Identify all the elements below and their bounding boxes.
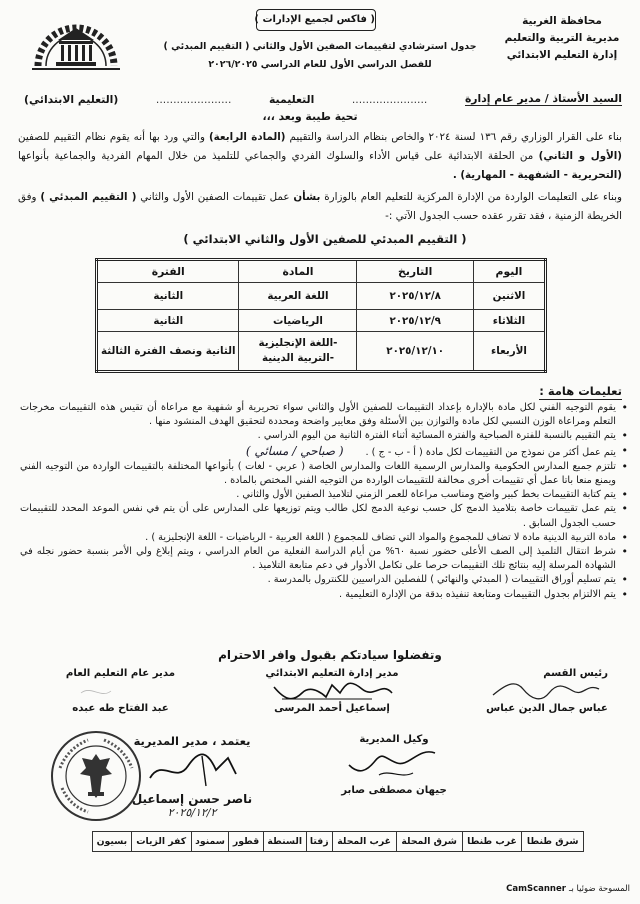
subject-line: -التربية الدينية bbox=[261, 352, 334, 364]
subject-line: -اللغة الإنجليزية bbox=[258, 337, 338, 349]
table-row bbox=[93, 832, 584, 852]
addressee-middle: التعليمية bbox=[269, 92, 315, 106]
title-line-2: للفصل الدراسي الأول للعام الدراسي ٢٠٢٦/٢٠٢٥ bbox=[208, 59, 432, 70]
addressee-blank-2: ...................... bbox=[155, 92, 232, 106]
instructions-list bbox=[20, 401, 628, 602]
department-label: إدارة التعليم الابتدائي bbox=[506, 49, 618, 61]
text-run-bold: ( التقييم المبدئي ) bbox=[40, 191, 137, 203]
handwritten-signature-icon bbox=[132, 748, 252, 792]
distribution-cell: بسيون bbox=[93, 832, 132, 852]
day-cell: الأربعاء bbox=[473, 332, 545, 372]
handwritten-note: ( صباحي / مسائي ) bbox=[245, 443, 344, 458]
list-item: • شرط انتقال التلميذ إلى الصف الأعلى حضور نسبة ٦٠% من أيام الدراسة الفعلية من العام الدراسي ، ويتم إبلاغ ولي الأمر بنسبة حضور نجله في الشهادة المرسلة إليه بنتائج تلك التقييمات حرصا على تكامل الأدوار في دعم متابعة التلاميذ . bbox=[20, 545, 628, 573]
signatory-title: يعتمد ، مدير المديرية bbox=[133, 734, 251, 748]
handwritten-signature-icon bbox=[487, 679, 607, 703]
scanner-footer bbox=[506, 884, 630, 894]
signatory-name: عبد الفتاح طه عبده bbox=[72, 703, 169, 714]
paragraph-instructions-basis bbox=[18, 188, 622, 226]
list-item: • يتم تسليم أوراق التقييمات ( المبدئي والنهائي ) للفصلين الدراسيين للكنترول بالمدرسة . bbox=[20, 573, 628, 587]
table-row bbox=[97, 283, 546, 310]
text-run: وبناء على التعليمات الواردة من الإدارة المركزية للتعليم العام بالوزارة bbox=[320, 191, 622, 203]
text-run-bold: (الأول و الثاني) bbox=[538, 150, 623, 162]
handwritten-signature-icon bbox=[262, 679, 402, 703]
signatory-title: مدير عام التعليم العام bbox=[65, 668, 176, 679]
fax-header: ( فاكس لجميع الإدارات ) bbox=[256, 9, 376, 31]
list-item bbox=[20, 444, 628, 460]
addressee-blank-1: ...................... bbox=[351, 92, 428, 106]
date-cell: ٢٠٢٥/١٢/٨ bbox=[357, 283, 473, 310]
day-cell: الثلاثاء bbox=[473, 310, 545, 332]
signatory-name: جيهان مصطفى صابر bbox=[341, 785, 447, 796]
list-item: • يقوم التوجيه الفني لكل مادة بالإدارة بإعداد التقييمات للصفين الأول والثاني سواء تحريرية أو شفهية مع مراعاة أن تقيس هذه التقييمات مخرجات التعلم ومراعاة الوزن النسبي لكل مادة والتوازن بين الأسئلة وفق معايير واضحة ومحددة لتحقيق الهدف المنشود منها . bbox=[20, 401, 628, 429]
date-cell: ٢٠٢٥/١٢/٩ bbox=[357, 310, 473, 332]
period-cell: الثانية bbox=[97, 310, 239, 332]
list-item: • مادة التربية الدينية مادة لا تضاف للمجموع والمواد التي تضاف للمجموع ( اللغة العربية - الرياضيات - اللغة الإنجليزية ) . bbox=[20, 531, 628, 545]
column-header-day: اليوم bbox=[473, 260, 545, 283]
addressee-line bbox=[24, 90, 622, 108]
text-run: من الحلقة الابتدائية على قياس الأداء والسلوك الفردي والجماعي للتلميذ من خلال المهام الفردية والجماعية بأنواعها bbox=[18, 150, 539, 162]
text-run: وفق الخريطة الزمنية ، فقد تقرر عقده حسب الجدول الآتي :- bbox=[18, 191, 622, 222]
distribution-cell: غرب المحلة bbox=[332, 832, 396, 852]
signatory-name: عباس جمال الدين عباس bbox=[486, 703, 608, 714]
text-run-bold: (التحريرية - الشفهية - المهارية) . bbox=[452, 169, 622, 181]
period-cell: الثانية bbox=[97, 283, 239, 310]
list-item: • يتم الالتزام بجدول التقييمات ومتابعة تنفيذه بدقة من الإدارة التعليمية . bbox=[20, 588, 628, 602]
document-title bbox=[148, 38, 492, 74]
text-run-bold: (المادة الرابعة) bbox=[208, 131, 286, 143]
signature-head-of-department bbox=[472, 668, 622, 714]
official-stamp-icon bbox=[48, 728, 144, 824]
governorate-label: محافظة الغربية bbox=[522, 15, 602, 27]
addressee-prefix: السيد الأستاذ / مدير عام إدارة bbox=[464, 92, 622, 105]
list-item: • يتم التقييم بالنسبة للفترة الصباحية والفترة المسائية أثناء الفترة الثانية من اليوم الدراسي . bbox=[20, 429, 628, 443]
list-item: • يتم كتابة التقييمات بخط كبير واضح ومناسب مراعاة للعمر الزمني لتلاميذ الصفين الأول والثاني . bbox=[20, 488, 628, 502]
schedule-table bbox=[95, 258, 547, 373]
date-cell: ٢٠٢٥/١٢/١٠ bbox=[357, 332, 473, 372]
distribution-cell: قطور bbox=[229, 832, 263, 852]
distribution-table bbox=[92, 831, 584, 852]
handwritten-date: ٢٠٢٥/١٢/٢ bbox=[167, 806, 217, 819]
title-line-1: جدول استرشادي لتقييمات الصفين الأول والثاني ( التقييم المبدئي ) bbox=[163, 41, 477, 52]
signatory-name: ناصر حسن إسماعيل bbox=[131, 792, 253, 806]
signatory-title: مدير إدارة التعليم الابتدائي bbox=[265, 668, 399, 679]
text-run: بناء على القرار الوزاري رقم ١٣٦ لسنة ٢٠٢٤ والخاص بنظام الدراسة والتقييم bbox=[285, 131, 623, 143]
column-header-period: الفترة bbox=[97, 260, 239, 283]
table-header-row bbox=[97, 260, 546, 283]
table-row bbox=[97, 310, 546, 332]
list-item-text: يتم عمل أكثر من نموذج من التقييمات لكل مادة ( أ - ب - ج ) . bbox=[365, 446, 616, 458]
directorate-label: مديرية التربية والتعليم bbox=[504, 32, 620, 44]
distribution-cell: السنطة bbox=[263, 832, 306, 852]
signature-deputy bbox=[328, 734, 460, 796]
day-cell: الاثنين bbox=[473, 283, 545, 310]
handwritten-signature-icon bbox=[61, 679, 181, 703]
greeting: تحية طيبة وبعد ،،، bbox=[262, 110, 358, 123]
scanner-label: المسوحة ضوئيا بـ bbox=[568, 884, 630, 894]
paragraph-decree bbox=[18, 128, 622, 185]
signature-primary-director bbox=[252, 668, 412, 714]
subject-cell: الرياضيات bbox=[239, 310, 357, 332]
handwritten-signature-icon bbox=[339, 745, 449, 785]
closing-line: وتفضلوا سيادتكم بقبول وافر الاحترام bbox=[218, 648, 442, 662]
distribution-cell: شرق المحلة bbox=[396, 832, 462, 852]
table-row bbox=[97, 332, 546, 372]
issuing-authority bbox=[492, 13, 632, 64]
list-item: • تلتزم جميع المدارس الحكومية والمدارس الرسمية اللغات والمدارس الخاصة ( عربي - لغات ) بأنواعها المختلفة بالتقييمات الواردة من التوجيه الفني ويمنع منعا باتا عمل أي تقييمات أخرى مخالفة للتقييمات الواردة من التوجيه الفني المختص بالمادة . bbox=[20, 460, 628, 488]
list-item: • يتم عمل تقييمات خاصة بتلاميذ الدمج كل حسب نوعية الدمج لكل طالب ويتم توزيعها على المدارس على أن يتم في نفس الموعد المحدد للتقييمات حسب الجدول السابق . bbox=[20, 502, 628, 530]
distribution-cell: زفتا bbox=[306, 832, 332, 852]
addressee-suffix: (التعليم الابتدائي) bbox=[24, 92, 119, 106]
distribution-cell: غرب طنطا bbox=[462, 832, 522, 852]
distribution-cell: سمنود bbox=[191, 832, 229, 852]
signatory-name: إسماعيل أحمد المرسى bbox=[274, 703, 390, 714]
period-cell: الثانية ونصف الفترة الثالثة bbox=[97, 332, 239, 372]
text-run-bold: بشأن bbox=[293, 191, 321, 203]
subject-cell: اللغة العربية bbox=[239, 283, 357, 310]
column-header-subject: المادة bbox=[239, 260, 357, 283]
ministry-emblem-icon bbox=[30, 8, 122, 72]
text-run: عمل تقييمات الصفين الأول والثاني bbox=[136, 191, 294, 203]
distribution-cell: شرق طنطا bbox=[522, 832, 584, 852]
distribution-cell: كفر الزيات bbox=[131, 832, 191, 852]
text-run: والتي ورد بها أنه يقوم نظام التقييم للصفين bbox=[18, 131, 209, 143]
signatory-title: وكيل المديرية bbox=[359, 734, 429, 745]
signature-general-education-director bbox=[38, 668, 203, 714]
subject-cell bbox=[239, 332, 357, 372]
signatory-title: رئيس القسم bbox=[543, 668, 608, 679]
instructions-heading: تعليمات هامة : bbox=[539, 384, 622, 398]
column-header-date: التاريخ bbox=[357, 260, 473, 283]
schedule-heading: ( التقييم المبدئي للصفين الأول والثاني الابتدائي ) bbox=[183, 232, 467, 246]
scanner-app-name: CamScanner bbox=[506, 884, 566, 894]
